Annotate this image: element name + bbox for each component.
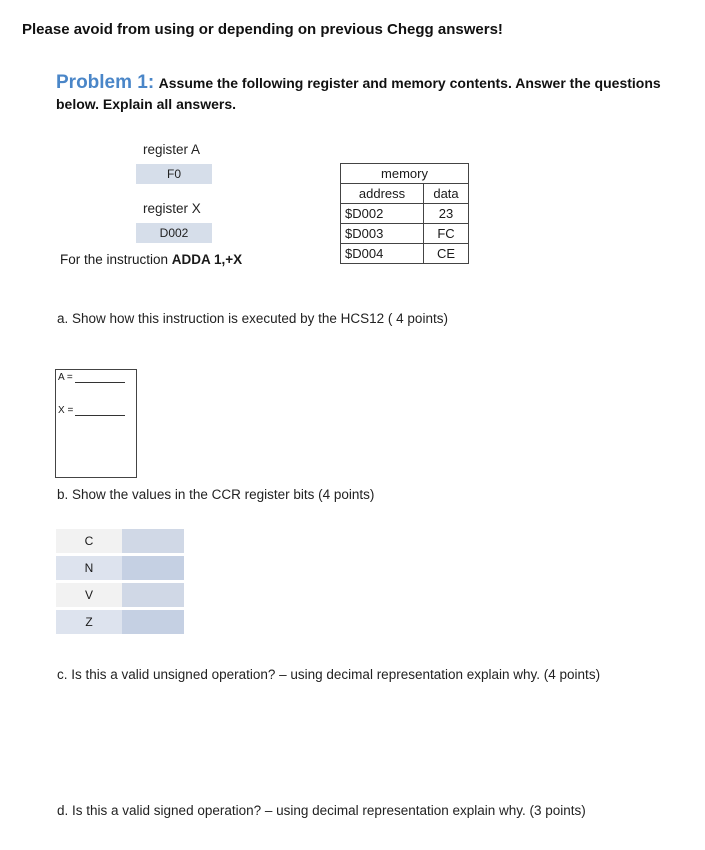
- ccr-bit-value[interactable]: [122, 610, 184, 634]
- memory-data: CE: [424, 244, 469, 264]
- question-b: b. Show the values in the CCR register bits (4 points): [57, 487, 375, 502]
- register-a-label: register A: [143, 142, 201, 157]
- answer-a-line: [58, 372, 125, 383]
- memory-header-address: address: [341, 184, 424, 204]
- question-c: c. Is this a valid unsigned operation? – using decimal representation explain why. (4 points): [57, 667, 601, 682]
- ccr-bit-value[interactable]: [122, 583, 184, 607]
- answer-box[interactable]: [55, 369, 137, 478]
- ccr-bit-label: Z: [56, 610, 122, 634]
- ccr-row-n: [56, 556, 184, 580]
- problem-statement: [56, 72, 676, 115]
- memory-data: 23: [424, 204, 469, 224]
- memory-row: [341, 204, 469, 224]
- instruction-code: ADDA 1,+X: [171, 252, 243, 267]
- memory-address: $D002: [341, 204, 424, 224]
- answer-a-label: A =: [58, 372, 73, 383]
- problem-text: Assume the following register and memory contents. Answer the questions below. Explain all answers.: [56, 75, 661, 112]
- memory-row: [341, 244, 469, 264]
- ccr-bit-label: N: [56, 556, 122, 580]
- ccr-bit-label: V: [56, 583, 122, 607]
- ccr-row-z: [56, 610, 184, 634]
- register-x-label: register X: [143, 201, 201, 216]
- register-x-value: D002: [136, 223, 212, 243]
- answer-x-line: [58, 405, 125, 416]
- memory-table: [340, 163, 469, 264]
- ccr-bit-label: C: [56, 529, 122, 553]
- ccr-bit-value[interactable]: [122, 529, 184, 553]
- ccr-bit-value[interactable]: [122, 556, 184, 580]
- ccr-table: [56, 526, 184, 637]
- problem-number: Problem 1:: [56, 72, 155, 93]
- ccr-row-v: [56, 583, 184, 607]
- ccr-row-c: [56, 529, 184, 553]
- answer-x-blank[interactable]: [75, 406, 125, 416]
- question-a: a. Show how this instruction is executed by the HCS12 ( 4 points): [57, 311, 448, 326]
- instruction-prefix: For the instruction: [60, 252, 172, 267]
- memory-title: memory: [341, 164, 469, 184]
- answer-a-blank[interactable]: [75, 373, 125, 383]
- memory-header-data: data: [424, 184, 469, 204]
- memory-address: $D003: [341, 224, 424, 244]
- notice-text: Please avoid from using or depending on previous Chegg answers!: [22, 21, 503, 38]
- memory-data: FC: [424, 224, 469, 244]
- memory-address: $D004: [341, 244, 424, 264]
- memory-row: [341, 224, 469, 244]
- answer-x-label: X =: [58, 405, 74, 416]
- question-d: d. Is this a valid signed operation? – using decimal representation explain why. (3 points): [57, 803, 586, 818]
- instruction-line: [60, 252, 242, 267]
- register-a-value: F0: [136, 164, 212, 184]
